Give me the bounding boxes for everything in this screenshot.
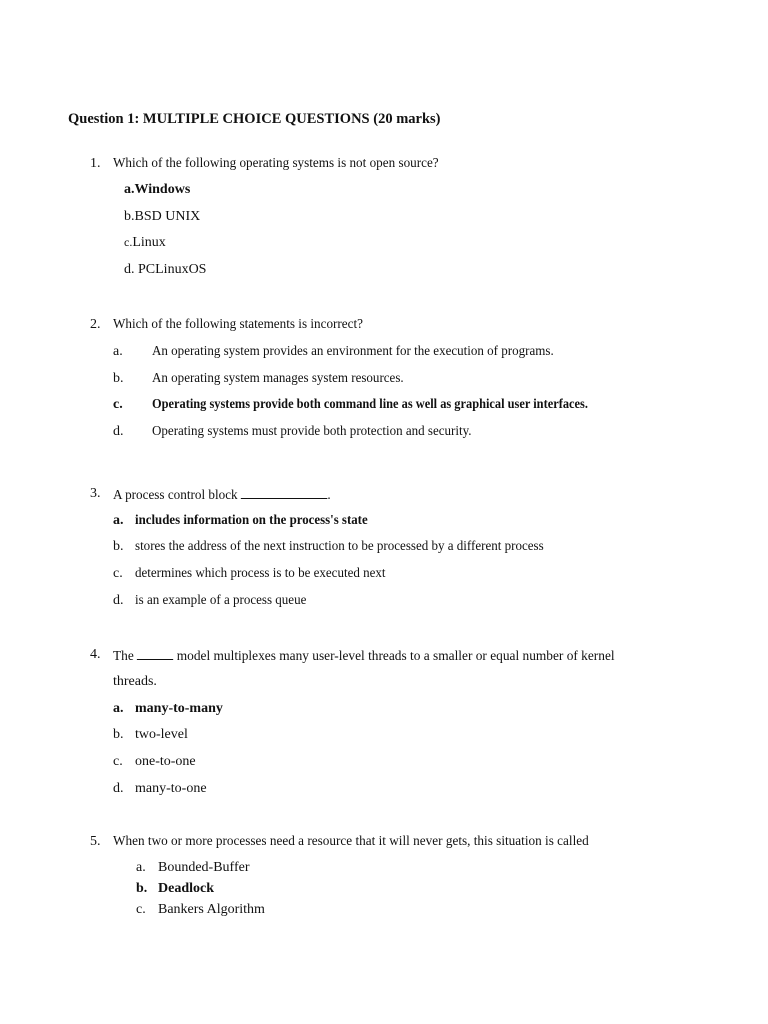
option-b-correct: Deadlock xyxy=(158,881,214,896)
option-a-correct: many-to-many xyxy=(135,701,223,716)
option-text: determines which process is to be executed next xyxy=(135,566,386,581)
question-text-before: A process control block xyxy=(113,488,241,503)
option-d xyxy=(124,263,206,277)
option-letter: d. xyxy=(113,781,124,796)
option-text: Operating systems provide both command line as well as graphical user interfaces. xyxy=(152,397,588,412)
fill-in-blank xyxy=(241,487,327,499)
option-a xyxy=(152,345,584,359)
option-text: Linux xyxy=(132,235,166,250)
question-number: 4. xyxy=(90,647,101,662)
option-text: BSD UNIX xyxy=(134,209,201,224)
option-letter: d. xyxy=(124,262,135,277)
option-d: many-to-one xyxy=(135,781,207,796)
question-text-content: Which of the following statements is incorrect? xyxy=(113,317,363,332)
option-letter: b. xyxy=(113,539,124,554)
option-text: PCLinuxOS xyxy=(138,262,207,277)
option-text: includes information on the process's state xyxy=(135,513,368,528)
option-letter: c. xyxy=(113,754,123,769)
option-letter: c. xyxy=(124,235,133,249)
option-a-correct xyxy=(135,514,388,528)
option-text: Operating systems must provide both protection and security. xyxy=(152,424,472,439)
option-b: two-level xyxy=(135,727,188,742)
option-text: Windows xyxy=(134,182,191,197)
option-c xyxy=(124,236,166,250)
option-letter: c. xyxy=(113,397,123,412)
option-letter: d. xyxy=(113,593,124,608)
option-d xyxy=(135,594,319,608)
option-d xyxy=(152,425,496,439)
question-text-after: . xyxy=(327,488,331,503)
fill-in-blank xyxy=(137,648,173,660)
option-b xyxy=(152,372,423,386)
question-text-before: The xyxy=(113,649,138,664)
option-letter: b. xyxy=(113,727,124,742)
option-letter: c. xyxy=(136,902,146,917)
option-letter: a. xyxy=(113,344,123,359)
option-letter: a. xyxy=(113,513,124,528)
question-number: 5. xyxy=(90,834,101,849)
question-text xyxy=(113,318,379,332)
option-letter: b. xyxy=(124,209,135,224)
option-letter: d. xyxy=(113,424,124,439)
option-text: An operating system provides an environment for the execution of programs. xyxy=(152,344,554,359)
section-heading: Question 1: MULTIPLE CHOICE QUESTIONS (20 marks) xyxy=(68,111,441,127)
option-letter: a. xyxy=(113,701,124,716)
question-number: 2. xyxy=(90,317,101,332)
question-text xyxy=(113,648,638,664)
option-text: An operating system manages system resources. xyxy=(152,371,404,386)
question-number: 3. xyxy=(90,486,101,501)
question-text-content: Which of the following operating systems is not open source? xyxy=(113,156,439,171)
option-text: is an example of a process queue xyxy=(135,593,307,608)
option-c xyxy=(135,567,404,581)
option-c: one-to-one xyxy=(135,754,196,769)
question-text xyxy=(113,157,459,171)
question-text xyxy=(113,487,345,503)
option-letter: b. xyxy=(113,371,124,386)
option-letter: c. xyxy=(113,566,123,581)
option-c: Bankers Algorithm xyxy=(158,902,265,917)
question-text-content: When two or more processes need a resource that it will never gets, this situation is called xyxy=(113,834,589,849)
question-number: 1. xyxy=(90,156,101,171)
question-text-line2: threads. xyxy=(113,674,157,689)
option-c-correct xyxy=(152,398,645,412)
option-letter: b. xyxy=(136,881,148,896)
option-letter: a. xyxy=(124,182,135,197)
option-a-correct xyxy=(124,183,190,197)
option-text: stores the address of the next instruction to be processed by a different process xyxy=(135,539,544,554)
option-b xyxy=(124,210,200,224)
option-letter: a. xyxy=(136,860,146,875)
option-a: Bounded-Buffer xyxy=(158,860,250,875)
question-text xyxy=(113,835,616,849)
option-b xyxy=(135,540,574,554)
question-text-after: model multiplexes many user-level threads to a smaller or equal number of kernel xyxy=(173,649,615,664)
